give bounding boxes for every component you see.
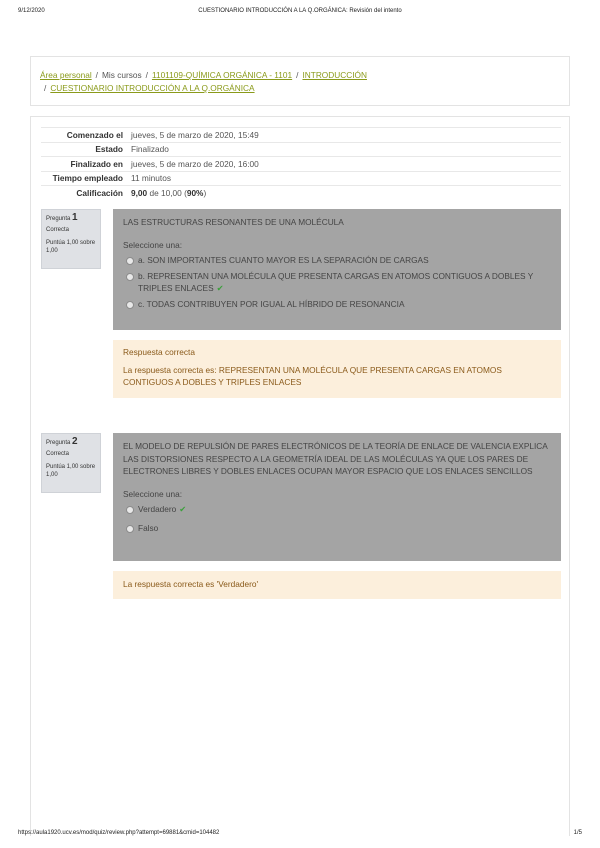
summary-row-state [41, 142, 561, 157]
summary-row-started [41, 128, 561, 143]
summary-value: jueves, 5 de marzo de 2020, 16:00 [131, 158, 259, 169]
breadcrumb-separator: / [95, 70, 98, 80]
print-title: CUESTIONARIO INTRODUCCIÓN A LA Q.ORGÁNICA: Revisión del intento [198, 8, 402, 14]
breadcrumb-separator: / [296, 70, 299, 80]
answer-option-label: a. SON IMPORTANTES CUANTO MAYOR ES LA SEPARACIÓN DE CARGAS [138, 255, 429, 266]
radio-button[interactable] [126, 525, 134, 533]
grade-score: 9,00 [131, 188, 148, 198]
answer-option[interactable] [123, 254, 551, 267]
radio-button[interactable] [126, 273, 134, 281]
summary-value: Finalizado [131, 144, 169, 155]
summary-label: Estado [95, 144, 123, 155]
print-url: https://aula1920.ucv.es/mod/quiz/review.php?attempt=69881&cmid=104482 [18, 830, 220, 836]
answer-prompt: Seleccione una: [123, 239, 183, 250]
question-grade: Puntúa 1,00 sobre 1,00 [46, 464, 96, 478]
print-date: 9/12/2020 [18, 8, 45, 14]
summary-label: Finalizado en [70, 158, 123, 169]
answer-option-text: Verdadero [138, 504, 177, 515]
feedback-2 [113, 571, 561, 599]
answer-option[interactable] [123, 270, 551, 295]
breadcrumb-link-quiz[interactable]: CUESTIONARIO INTRODUCCIÓN A LA Q.ORGÁNICA [50, 83, 255, 93]
quiz-review-region [30, 116, 570, 836]
check-icon: ✔ [179, 504, 187, 515]
summary-row-grade [41, 186, 561, 201]
answer-option[interactable] [123, 298, 551, 311]
answer-option-label: c. TODAS CONTRIBUYEN POR IGUAL AL HÍBRIDO DE RESONANCIA [138, 298, 405, 309]
question-text: LAS ESTRUCTURAS RESONANTES DE UNA MOLÉCULA [123, 217, 344, 227]
attempt-summary-table [41, 127, 561, 200]
question-label: Pregunta [46, 440, 71, 446]
breadcrumb-separator: / [44, 83, 47, 93]
grade-percent: 90% [186, 188, 204, 198]
correct-answer-text: La respuesta correcta es: REPRESENTAN UNA MOLÉCULA QUE PRESENTA CARGAS EN ATOMOS CONTIGUOS A DOBLES Y TRIPLES ENLACES [123, 364, 502, 388]
question-grade: Puntúa 1,00 sobre 1,00 [46, 240, 96, 254]
summary-value [127, 186, 561, 201]
print-footer [18, 830, 582, 840]
breadcrumb-link-area-personal[interactable]: Área personal [40, 70, 92, 80]
breadcrumb-link-introduccion[interactable]: INTRODUCCIÓN [302, 70, 367, 80]
summary-label: Tiempo empleado [52, 173, 123, 184]
answer-option-label [138, 270, 551, 295]
summary-label: Comenzado el [66, 129, 123, 140]
grade-close: ) [203, 188, 207, 198]
question-state: Correcta [46, 227, 70, 233]
question-label: Pregunta [46, 216, 71, 222]
summary-value: 11 minutos [131, 173, 171, 184]
question-info-1 [41, 209, 101, 269]
answer-option-text: b. REPRESENTAN UNA MOLÉCULA QUE PRESENTA CARGAS EN ATOMOS CONTIGUOS A DOBLES Y TRIPLES ENLACES [138, 270, 534, 294]
breadcrumb-link-course[interactable]: 1101109-QUÍMICA ORGÁNICA - 1101 [151, 70, 293, 80]
print-page-number: 1/5 [573, 830, 582, 836]
correct-answer-text: La respuesta correcta es 'Verdadero' [123, 579, 259, 589]
summary-row-time-taken [41, 171, 561, 186]
question-number: 1 [72, 212, 78, 223]
radio-button[interactable] [126, 301, 134, 309]
question-state: Correcta [46, 451, 70, 457]
summary-row-finished [41, 157, 561, 172]
summary-label: Calificación [76, 188, 123, 198]
feedback-1 [113, 340, 561, 398]
answer-prompt: Seleccione una: [123, 488, 183, 499]
print-header [18, 8, 582, 18]
answer-option[interactable] [123, 503, 551, 516]
radio-button[interactable] [126, 257, 134, 265]
breadcrumb [30, 56, 570, 106]
radio-button[interactable] [126, 506, 134, 514]
breadcrumb-separator: / [145, 70, 148, 80]
question-content-1 [113, 209, 561, 330]
summary-value: jueves, 5 de marzo de 2020, 15:49 [131, 129, 259, 140]
breadcrumb-item-mis-cursos: Mis cursos [101, 70, 142, 80]
answer-option[interactable] [123, 522, 551, 535]
answer-option-label: Falso [138, 522, 159, 533]
check-icon: ✔ [216, 283, 224, 294]
question-content-2 [113, 433, 561, 561]
question-info-2 [41, 433, 101, 493]
feedback-title: Respuesta correcta [123, 347, 195, 357]
question-text: EL MODELO DE REPULSIÓN DE PARES ELECTRÓNICOS DE LA TEORÍA DE ENLACE DE VALENCIA EXPLICA LAS DISTORSIONES RESPECTO A LA GEOMETRÍA IDEAL DE LAS MOLÉCULAS YA QUE LOS PARES DE ELECTRONES LIBRES Y DOBLES ENLACES OCUPAN MAYOR ESPACIO QUE LOS ENLACES SENCILLOS [123, 441, 548, 477]
answer-option-label [138, 503, 186, 516]
grade-out-of: de 10,00 ( [147, 188, 187, 198]
question-number: 2 [72, 436, 78, 447]
